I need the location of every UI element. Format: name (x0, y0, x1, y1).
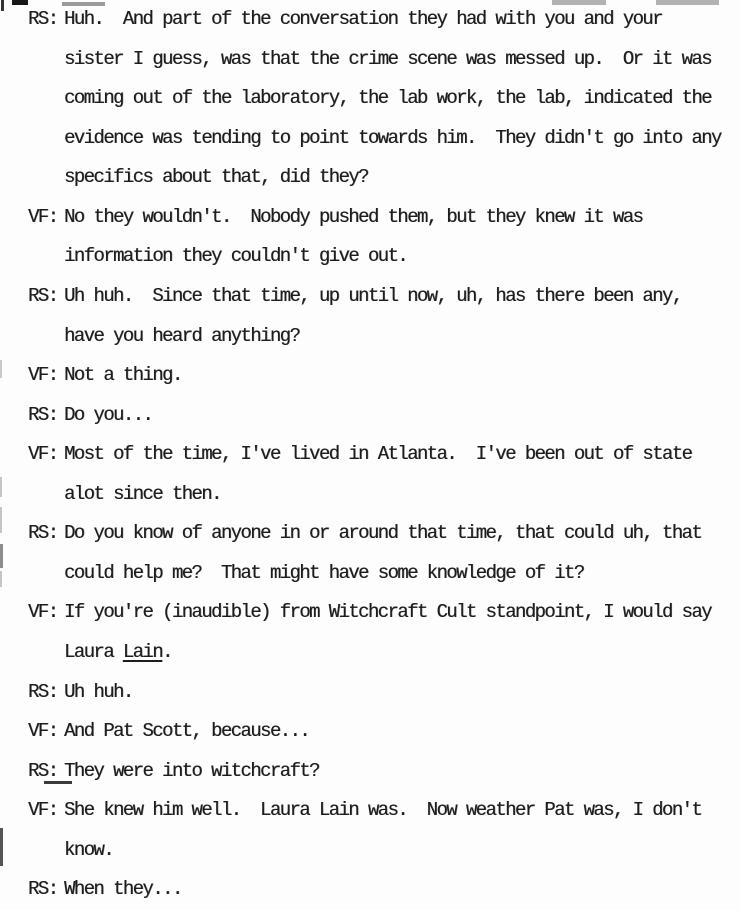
text-segment: And Pat Scott, because... (64, 720, 310, 743)
transcript-line (64, 0, 740, 40)
dialogue-turn (0, 514, 740, 593)
dialogue-turn (0, 673, 740, 713)
transcript-line (64, 514, 740, 554)
text-segment: Do you know of anyone in or around that time, that could uh, that (64, 522, 702, 545)
transcript-line (64, 158, 740, 198)
dialogue-turn (0, 0, 740, 198)
speaker-label: RS: (28, 878, 58, 901)
speaker-label: VF: (28, 720, 58, 743)
transcript-line (64, 356, 740, 396)
transcript-line (64, 633, 740, 673)
speaker-label: RS: (28, 403, 58, 426)
transcript-line (64, 317, 740, 357)
speaker-label: VF: (28, 364, 58, 387)
text-segment: . (162, 641, 172, 663)
text-segment: Uh huh. Since that time, up until now, uh, has there been any, (64, 284, 682, 307)
text-segment: coming out of the laboratory, the lab work, the lab, indicated the (64, 87, 711, 110)
text-segment: Huh. And part of the conversation they had with you and your (64, 8, 662, 30)
speaker-label: RS: (28, 8, 58, 30)
underlined-text: Lain (122, 641, 163, 663)
transcript-line (64, 277, 740, 317)
text-segment: have you heard anything? (64, 324, 300, 347)
dialogue-turn (0, 396, 740, 436)
text-segment: Do you... (64, 403, 153, 426)
dialogue-turn (0, 198, 740, 277)
dialogue-turn (0, 435, 740, 514)
speaker-label: VF: (28, 443, 58, 466)
transcript-line (64, 237, 740, 277)
text-segment: specifics about that, did they? (64, 166, 368, 189)
transcript-line (64, 673, 740, 713)
dialogue-turn (0, 791, 740, 870)
speaker-label: VF: (28, 799, 58, 822)
text-segment: could help me? That might have some knowledge of it? (64, 561, 584, 584)
dialogue-turn (0, 712, 740, 752)
transcript-line (64, 791, 740, 831)
transcript-line (64, 593, 740, 633)
text-segment: alot since then. (64, 482, 221, 505)
transcript-line (64, 752, 740, 792)
dialogue-turn (0, 752, 740, 792)
text-segment: Uh huh. (64, 680, 133, 703)
transcript-line (64, 870, 740, 910)
speaker-label: VF: (28, 205, 58, 228)
text-segment: information they couldn't give out. (64, 245, 408, 268)
transcript-line (64, 475, 740, 515)
transcript-line (64, 198, 740, 238)
speaker-label: RS: (28, 680, 58, 703)
transcript-line (64, 119, 740, 159)
speaker-label: RS: (28, 284, 58, 307)
text-segment: evidence was tending to point towards him. They didn't go into any (64, 126, 721, 149)
dialogue-turn (0, 593, 740, 672)
transcript-line (64, 554, 740, 594)
text-segment: Most of the time, I've lived in Atlanta. I've been out of state (64, 443, 692, 466)
text-segment: Laura (64, 641, 123, 663)
text-segment: When they... (64, 878, 182, 901)
text-segment: If you're (inaudible) from Witchcraft Cult standpoint, I would say (64, 601, 711, 624)
transcript-line (64, 831, 740, 871)
dialogue-turn (0, 277, 740, 356)
transcript-line (64, 712, 740, 752)
text-segment: Not a thing. (64, 364, 182, 387)
transcript-line (64, 40, 740, 80)
dialogue-turn (0, 870, 740, 910)
text-segment: know. (64, 838, 114, 861)
transcript-line (64, 396, 740, 436)
text-segment: No they wouldn't. Nobody pushed them, but they knew it was (64, 205, 643, 228)
speaker-label: RS: (28, 759, 58, 782)
text-segment: They were into witchcraft? (64, 759, 319, 782)
transcript-line (64, 79, 740, 119)
speaker-label: VF: (28, 601, 58, 624)
text-segment: sister I guess, was that the crime scene was messed up. Or it was (64, 47, 711, 70)
dialogue-turn (0, 356, 740, 396)
transcript-line (64, 435, 740, 475)
text-segment: She knew him well. Laura Lain was. Now weather Pat was, I don't (64, 799, 702, 822)
speaker-label: RS: (28, 522, 58, 545)
